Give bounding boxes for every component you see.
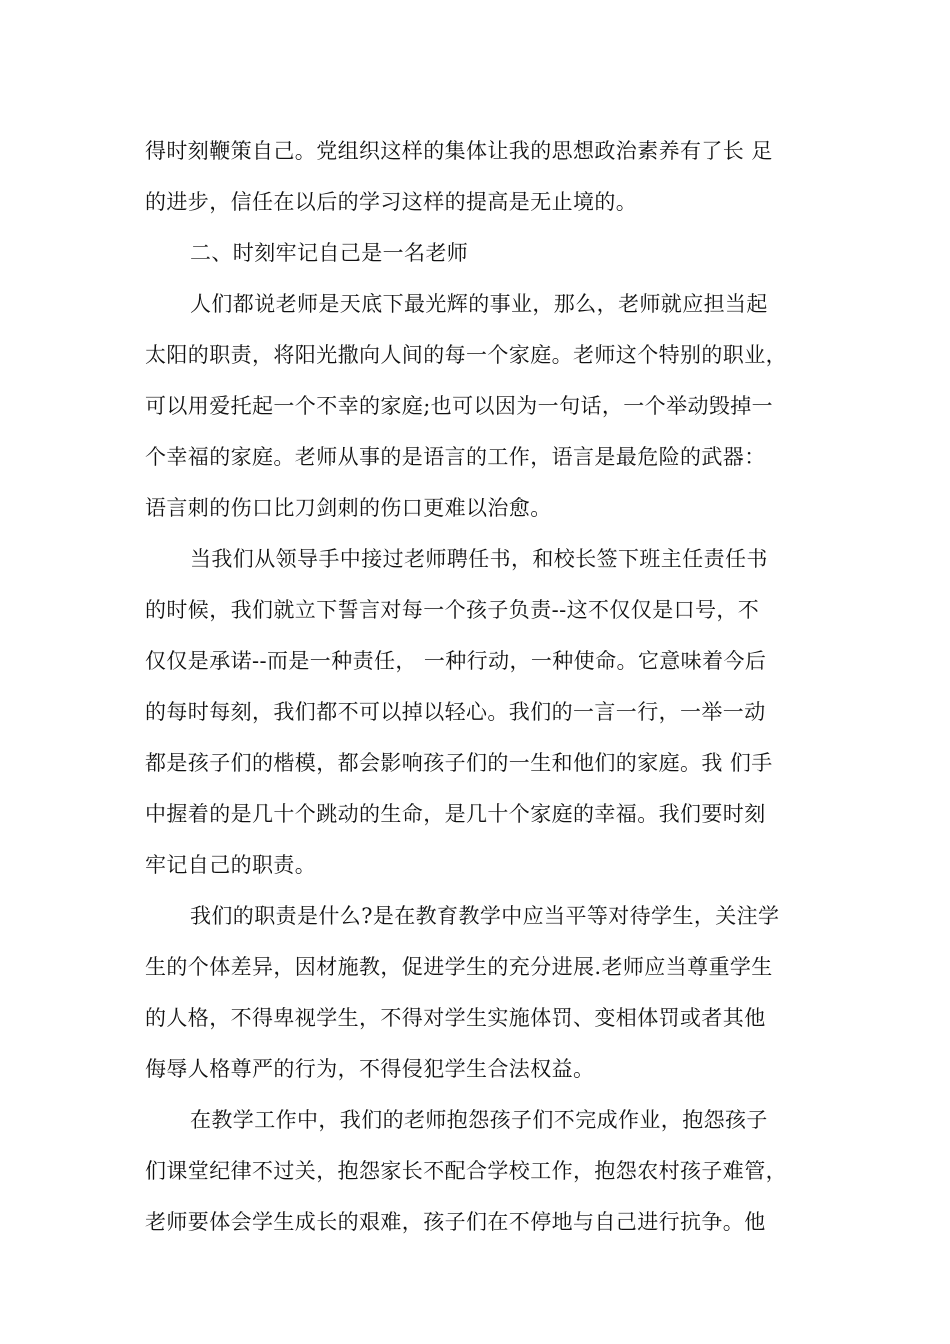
text-line: 们课堂纪律不过关，抱怨家长不配合学校工作，抱怨农村孩子难管， — [145, 1159, 787, 1183]
text-line: 的人格，不得卑视学生，不得对学生实施体罚、变相体罚或者其他 — [145, 1006, 766, 1030]
text-line: 我们的职责是什么?是在教育教学中应当平等对待学生，关注学 — [190, 904, 780, 928]
text-line: 语言刺的伤口比刀剑刺的伤口更难以治愈。 — [145, 496, 552, 520]
text-line: 的进步，信任在以后的学习这样的提高是无止境的。 — [145, 190, 638, 214]
text-line: 在教学工作中，我们的老师抱怨孩子们不完成作业，抱怨孩子 — [190, 1108, 768, 1132]
text-line: 侮辱人格尊严的行为，不得侵犯学生合法权益。 — [145, 1057, 595, 1081]
text-line: 中握着的是几十个跳动的生命，是几十个家庭的幸福。我们要时刻 — [145, 802, 766, 826]
text-line: 太阳的职责，将阳光撒向人间的每一个家庭。老师这个特别的职业， — [145, 343, 787, 367]
text-line: 仅仅是承诺--而是一种责任， 一种行动，一种使命。它意味着今后 — [145, 649, 767, 673]
text-line: 牢记自己的职责。 — [145, 853, 317, 877]
text-line: 都是孩子们的楷模，都会影响孩子们的一生和他们的家庭。我 们手 — [145, 751, 773, 775]
text-line: 生的个体差异，因材施教，促进学生的充分进展.老师应当尊重学生 — [145, 955, 773, 979]
text-line: 的时候，我们就立下誓言对每一个孩子负责--这不仅仅是口号，不 — [145, 598, 760, 622]
text-line: 人们都说老师是天底下最光辉的事业，那么，老师就应担当起 — [190, 292, 768, 316]
text-line: 得时刻鞭策自己。党组织这样的集体让我的思想政治素养有了长 足 — [145, 139, 773, 163]
section-heading: 二、时刻牢记自己是一名老师 — [190, 241, 469, 265]
text-line: 当我们从领导手中接过老师聘任书，和校长签下班主任责任书 — [190, 547, 768, 571]
text-line: 个幸福的家庭。老师从事的是语言的工作，语言是最危险的武器： — [145, 445, 766, 469]
text-line: 老师要体会学生成长的艰难，孩子们在不停地与自己进行抗争。他 — [145, 1210, 766, 1234]
text-line: 可以用爱托起一个不幸的家庭;也可以因为一句话，一个举动毁掉一 — [145, 394, 774, 418]
text-line: 的每时每刻，我们都不可以掉以轻心。我们的一言一行，一举一动 — [145, 700, 766, 724]
